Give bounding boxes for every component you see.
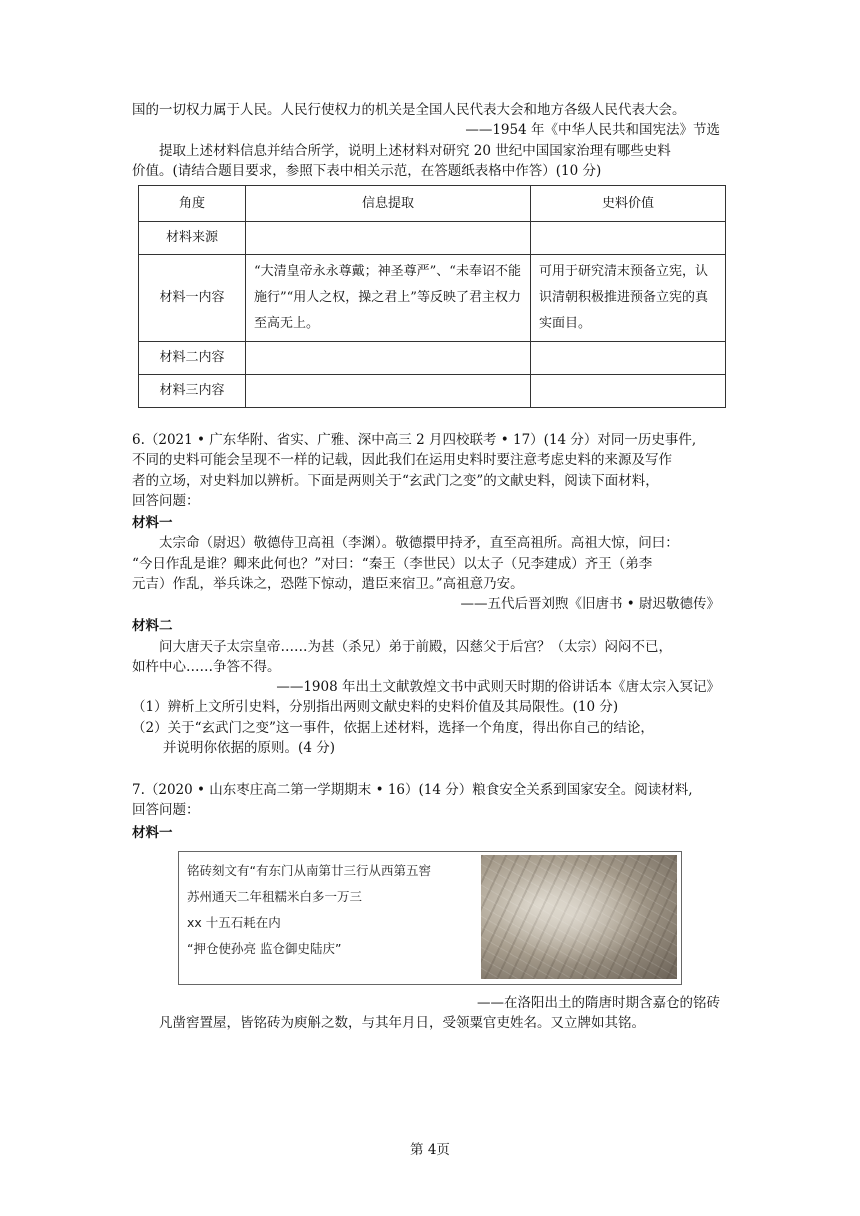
table-cell-value (531, 342, 726, 375)
table-header: 角度 (139, 186, 246, 222)
source-citation: ——五代后晋刘煦《旧唐书 • 尉迟敬德传》 (460, 596, 720, 612)
question-text-line: 回答问题： (132, 802, 200, 819)
table-cell-value: 可用于研究清末预备立宪，认识清朝积极推进预备立宪的真实面目。 (531, 255, 726, 342)
brick-photo (481, 855, 677, 979)
question-text-line: 者的立场，对史料加以辨析。下面是两则关于“玄武门之变”的文献史料，阅读下面材料， (132, 472, 659, 489)
table-row (139, 375, 726, 408)
question-text-line: 不同的史料可能会呈现不一样的记载，因此我们在运用史料时要注意考虑史料的来源及写作 (132, 452, 672, 469)
question-prompt-line: 价值。(请结合题目要求，参照下表中相关示范，在答题纸表格中作答）(10 分) (132, 162, 602, 179)
table-cell-angle: 材料来源 (139, 222, 246, 255)
answer-table (138, 185, 726, 408)
sub-question: （1）辨析上文所引史料，分别指出两则文献史料的史料价值及其局限性。(10 分) (132, 699, 619, 716)
material-text-line: 如杵中心……争答不得。 (132, 658, 281, 675)
question-6 (132, 430, 724, 758)
table-cell-angle: 材料三内容 (139, 375, 246, 408)
material-text-line: “今日作乱是谁？卿来此何也？”对曰：“秦王（李世民）以太子（兄李建成）齐王（弟李 (132, 555, 653, 572)
question-prompt-line: 提取上述材料信息并结合所学，说明上述材料对研究 20 世纪中国国家治理有哪些史料 (159, 142, 671, 159)
source-citation: ——1954 年《中华人民共和国宪法》节选 (465, 122, 720, 139)
table-row (139, 342, 726, 375)
inscription-text (187, 858, 431, 962)
inscription-line: 苏州通天二年租糯米白多一万三 (187, 888, 363, 904)
question-text-line: 6.（2021 • 广东华附、省实、广雅、深中高三 2 月四校联考 • 17）(14 分）对同一历史事件, (132, 432, 697, 448)
material-label: 材料一 (132, 824, 173, 841)
question-text-line: 7.（2020 • 山东枣庄高二第一学期期末 • 16）(14 分）粮食安全关系到国家安全。阅读材料, (132, 782, 693, 798)
sub-question: 并说明你依据的原则。(4 分) (163, 739, 335, 756)
table-cell-value (531, 375, 726, 408)
material-text-line: 问大唐天子太宗皇帝……为甚（杀兄）弟于前殿，囚慈父于后宫？（太宗）闷闷不已， (159, 638, 672, 655)
table-cell-angle: 材料一内容 (139, 255, 246, 342)
inscription-line: “押仓使孙亮 监仓御史陆庆” (187, 940, 342, 956)
table-cell-info (246, 342, 531, 375)
figure-caption: ——在洛阳出土的隋唐时期含嘉仓的铭砖 (477, 994, 720, 1011)
material-text-line: 凡凿窖置屋，皆铭砖为庾斛之数，与其年月日，受领粟官吏姓名。又立牌如其铭。 (159, 1015, 645, 1031)
table-row (139, 255, 726, 342)
page-number: 第 4页 (410, 1142, 450, 1158)
material-label: 材料二 (132, 618, 173, 635)
question-text-line: 回答问题： (132, 492, 200, 509)
material-text-line: 太宗命（尉迟）敬德侍卫高祖（李渊）。敬德擐甲持矛，直至高祖所。高祖大惊，问曰： (159, 535, 679, 552)
source-citation: ——1908 年出土文献敦煌文书中武则天时期的俗讲话本《唐太宗入冥记》 (276, 679, 720, 695)
inscription-line: xx 十五石耗在内 (187, 914, 281, 930)
table-cell-info (246, 375, 531, 408)
inscribed-brick-figure (178, 851, 682, 985)
table-cell-info (246, 222, 531, 255)
constitution-text: 国的一切权力属于人民。人民行使权力的机关是全国人民代表大会和地方各级人民代表大会。 (132, 102, 686, 118)
question-7 (132, 780, 724, 1033)
page-content (132, 100, 724, 1033)
table-cell-value (531, 222, 726, 255)
table-cell-angle: 材料二内容 (139, 342, 246, 375)
inscription-line: 铭砖刻文有“有东门从南第廿三行从西第五窖 (187, 862, 431, 878)
sub-question: （2）关于“玄武门之变”这一事件，依据上述材料，选择一个角度，得出你自己的结论， (132, 719, 654, 736)
table-header: 史料价值 (531, 186, 726, 222)
table-cell-info: “大清皇帝永永尊戴；神圣尊严”、“未奉诏不能施行”“用人之权，操之君上”等反映了君主权力至高无上。 (246, 255, 531, 342)
material-text-line: 元吉）作乱，举兵诛之，恐陛下惊动，遣臣来宿卫。”高祖意乃安。 (132, 575, 524, 592)
table-header: 信息提取 (246, 186, 531, 222)
material-label: 材料一 (132, 515, 173, 531)
table-row (139, 222, 726, 255)
